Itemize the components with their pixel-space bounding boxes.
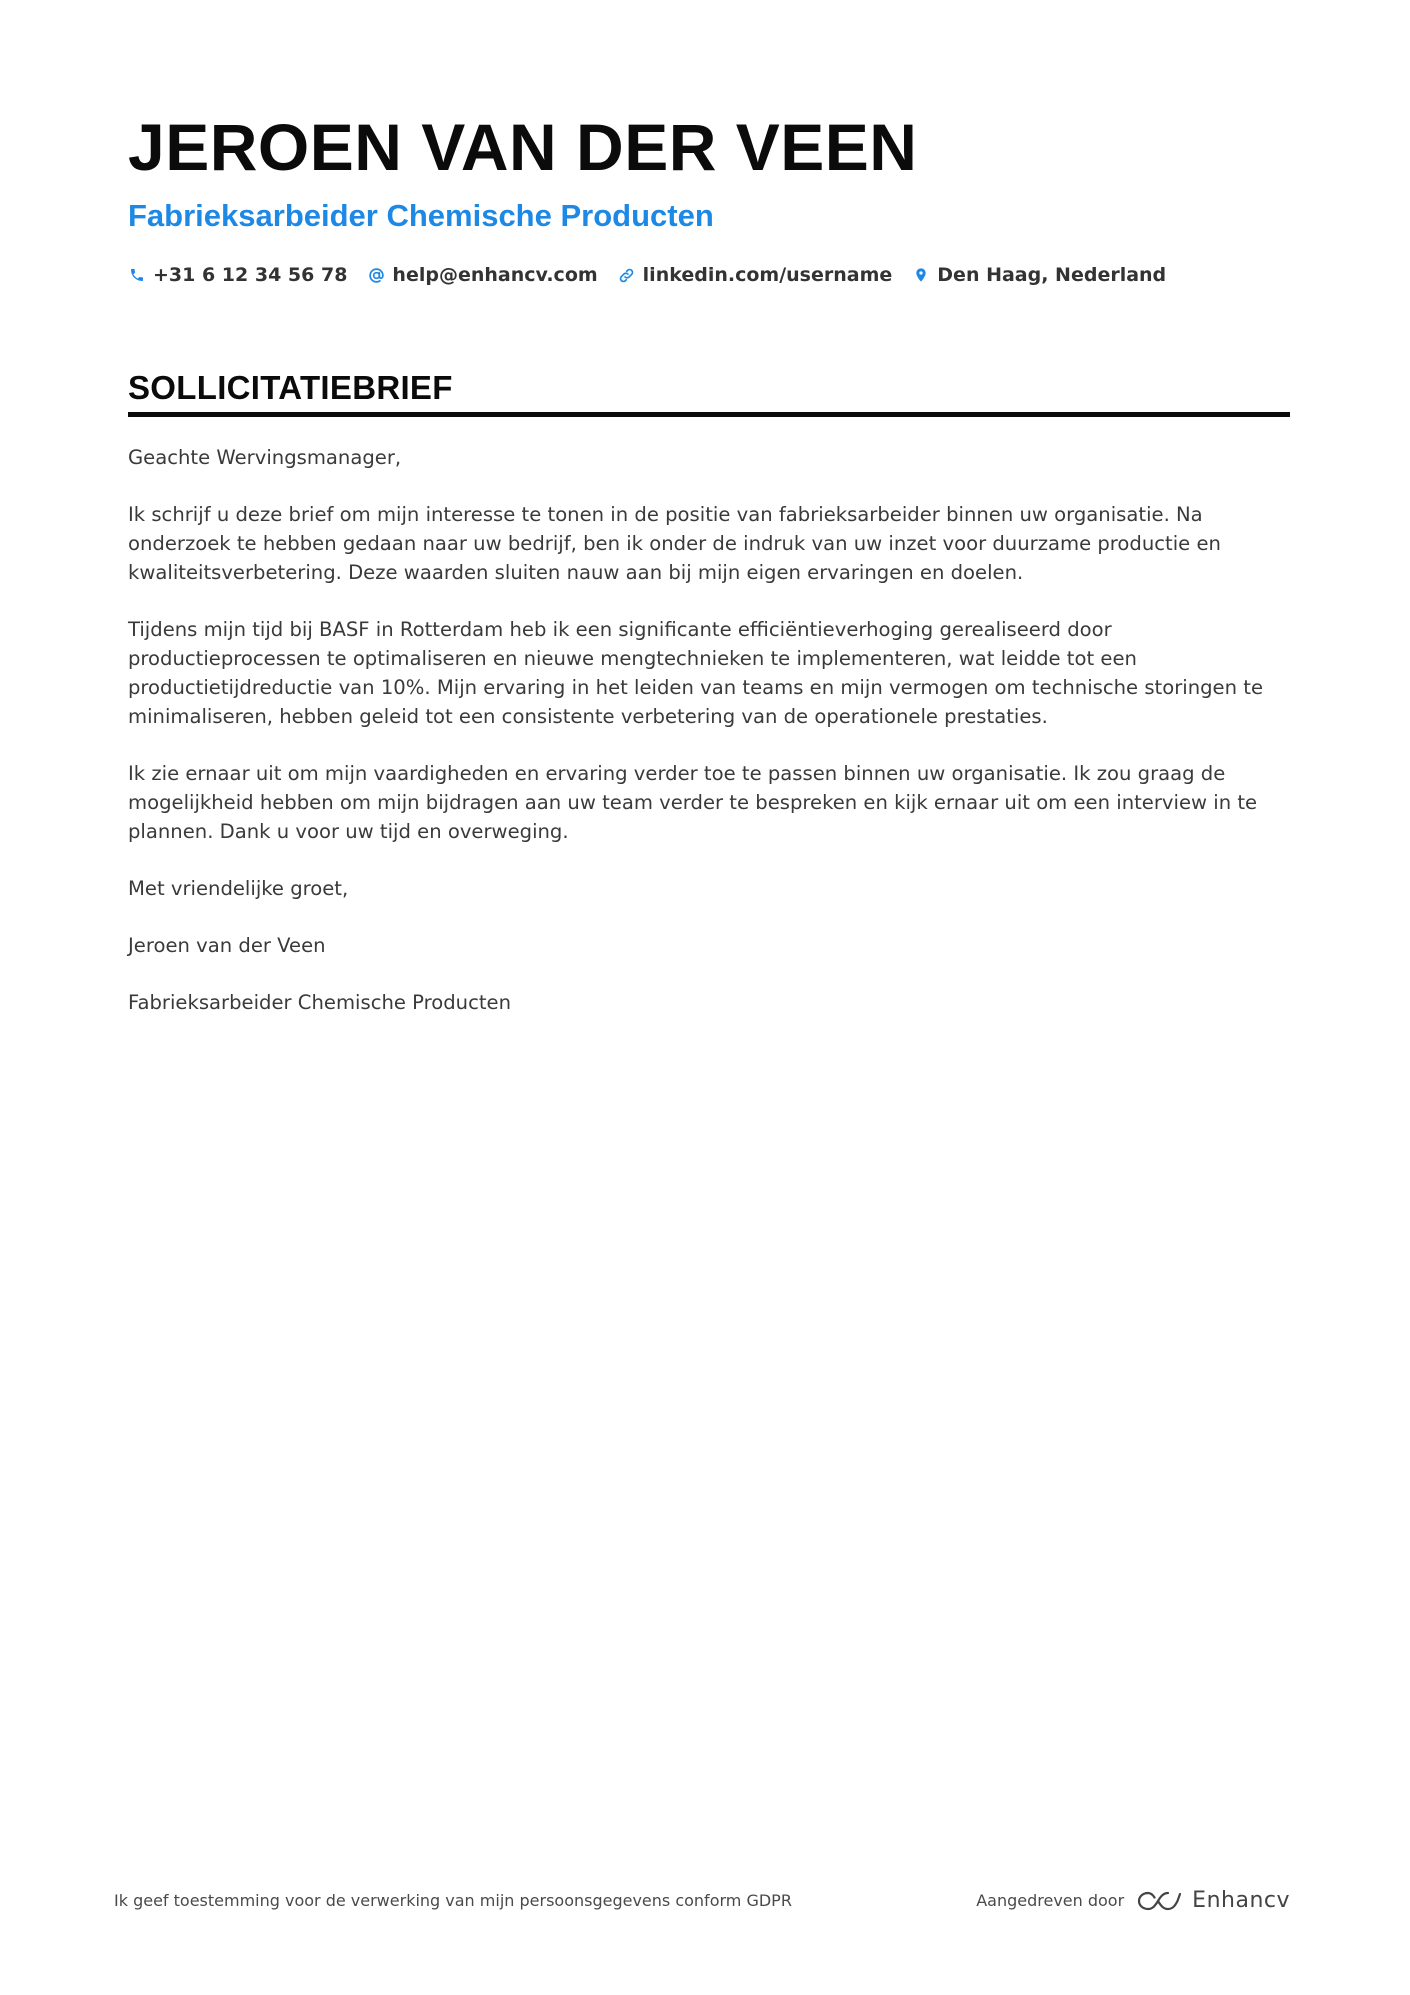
contact-linkedin-text[interactable]: linkedin.com/username [642, 264, 893, 286]
enhancv-logo-icon [1136, 1889, 1182, 1913]
header [128, 108, 1290, 286]
contact-location [912, 264, 1166, 286]
link-icon [618, 266, 636, 284]
signature-name: Jeroen van der Veen [128, 934, 326, 957]
letter-section [128, 368, 1290, 1045]
powered-by-label: Aangedreven door [976, 1891, 1125, 1910]
letter-paragraph: Ik zie ernaar uit om mijn vaardigheden en ervaring verder toe te passen binnen uw organisatie. Ik zou graag de mogelijkheid hebben om mijn bijdragen aan uw team verder te bespreken en kijk ernaar uit om een interview in te plannen. Dank u voor uw tijd en overweging. [128, 762, 1258, 843]
brand-name: Enhancv [1192, 1888, 1290, 1913]
contact-linkedin [618, 264, 893, 286]
footer [114, 1888, 1290, 1913]
brand-link[interactable] [1136, 1888, 1290, 1913]
location-pin-icon [912, 266, 930, 284]
signature-title: Fabrieksarbeider Chemische Producten [128, 991, 512, 1014]
closing: Met vriendelijke groet, [128, 877, 349, 900]
at-icon [367, 266, 385, 284]
contact-email [367, 264, 597, 286]
candidate-name: JEROEN VAN DER VEEN [128, 110, 918, 184]
job-title: Fabrieksarbeider Chemische Producten [128, 198, 714, 233]
letter-paragraph: Ik schrijf u deze brief om mijn interesse te tonen in de positie van fabrieksarbeider binnen uw organisatie. Na onderzoek te hebben gedaan naar uw bedrijf, ben ik onder de indruk van uw inzet voor duurzame productie en kwaliteitsverbetering. Deze waarden sluiten nauw aan bij mijn eigen ervaringen en doelen. [128, 503, 1221, 584]
contact-phone [128, 264, 347, 286]
gdpr-consent-text: Ik geef toestemming voor de verwerking van mijn persoonsgegevens conform GDPR [114, 1891, 792, 1910]
salutation: Geachte Wervingsmanager, [128, 446, 402, 469]
contact-email-text[interactable]: help@enhancv.com [392, 264, 598, 286]
letter-body [128, 443, 1290, 1017]
phone-icon [128, 266, 146, 284]
contact-location-text: Den Haag, Nederland [937, 264, 1167, 286]
contact-phone-text: +31 6 12 34 56 78 [153, 264, 348, 286]
section-title: SOLLICITATIEBRIEF [128, 368, 1290, 417]
letter-paragraph: Tijdens mijn tijd bij BASF in Rotterdam heb ik een significante efficiëntieverhoging gerealiseerd door productieprocessen te optimaliseren en nieuwe mengtechnieken te implementeren, wat leidde tot een productietijdreductie van 10%. Mijn ervaring in het leiden van teams en mijn vermogen om technische storingen te minimaliseren, hebben geleid tot een consistente verbetering van de operationele prestaties. [128, 618, 1263, 728]
contact-bar [128, 264, 1290, 286]
powered-by [976, 1888, 1290, 1913]
